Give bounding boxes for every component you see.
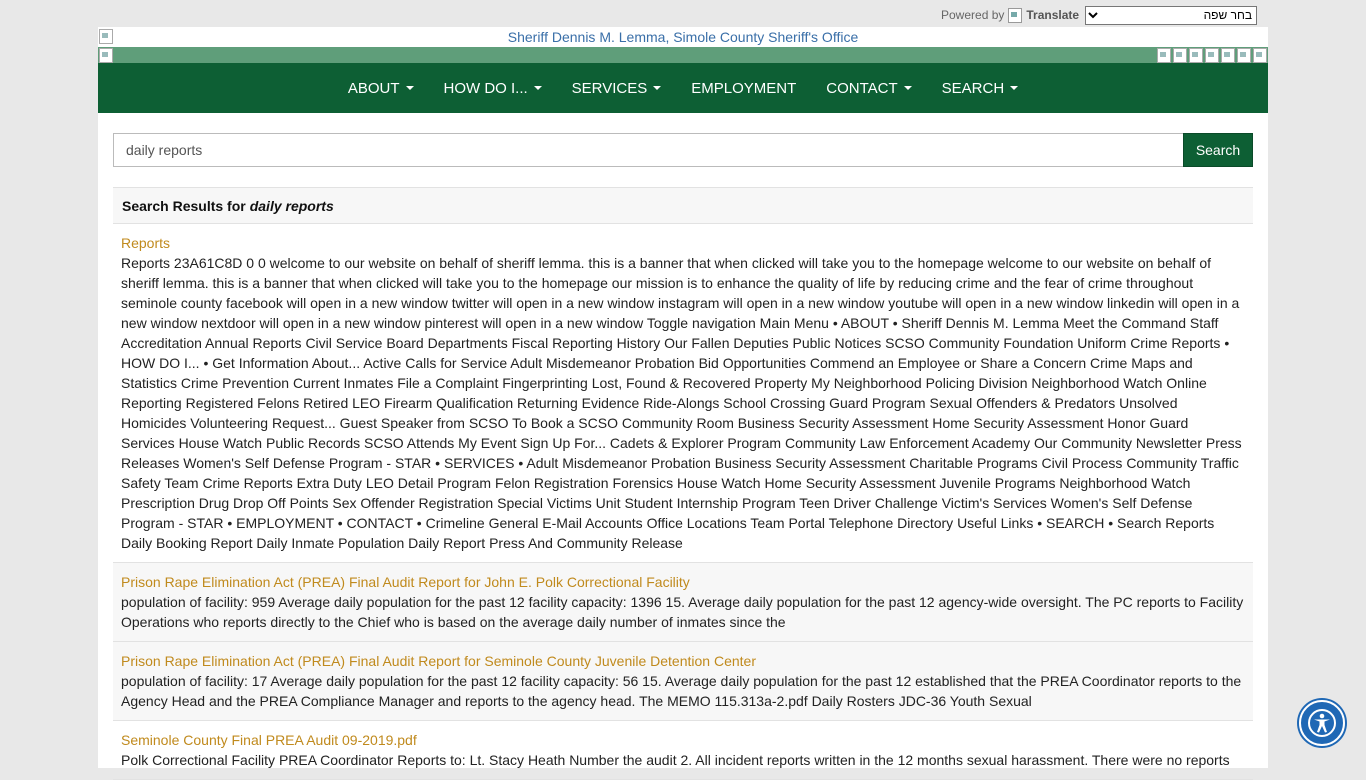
nav-item-contact[interactable]: [826, 80, 911, 97]
caret-down-icon: [904, 86, 912, 90]
nextdoor-icon[interactable]: [1236, 47, 1252, 63]
accessibility-button[interactable]: [1299, 700, 1345, 746]
results-heading: [113, 187, 1253, 224]
result-item: [113, 721, 1253, 780]
result-item: [113, 642, 1253, 721]
nav-label: EMPLOYMENT: [691, 79, 797, 97]
logo-image-icon: [98, 28, 114, 44]
translate-label[interactable]: Translate: [1026, 8, 1080, 22]
result-title-link[interactable]: Reports: [121, 235, 171, 251]
pinterest-icon[interactable]: [1252, 47, 1268, 63]
search-results: [113, 187, 1253, 780]
banner-image-icon: [98, 47, 114, 63]
nav-item-employment[interactable]: [691, 80, 796, 97]
result-snippet: population of facility: 17 Average daily population for the past 12 facility capacity: 56 15. Average daily population for the past 12 established that the PREA Coordinator reports to the Agency Head and the PREA Compliance Manager and reports to the agency head. The MEMO 115.313a-2.pdf Daily Rosters JDC-36 Youth Sexual: [121, 673, 1242, 709]
language-select[interactable]: [1085, 6, 1257, 25]
results-heading-query: daily reports: [249, 197, 334, 214]
twitter-icon[interactable]: [1172, 47, 1188, 63]
site-title[interactable]: Sheriff Dennis M. Lemma, Simole County Sheriff's Office: [507, 29, 859, 45]
youtube-icon[interactable]: [1204, 47, 1220, 63]
result-title-link[interactable]: Seminole County Final PREA Audit 09-2019.pdf: [121, 732, 417, 748]
nav-label: ABOUT: [347, 79, 400, 97]
search-input[interactable]: [113, 133, 1183, 167]
nav-item-how-do-i[interactable]: [444, 80, 542, 97]
instagram-icon[interactable]: [1188, 47, 1204, 63]
result-snippet: Polk Correctional Facility PREA Coordinator Reports to: Lt. Stacy Heath Number the audit 2. All incident reports written in the 12 months sexual harassment. There were no reports: [121, 752, 1230, 768]
nav-item-about[interactable]: [348, 80, 414, 97]
page-container: [98, 27, 1268, 768]
accessibility-icon: [1307, 708, 1337, 738]
nav-label: CONTACT: [826, 79, 898, 97]
nav-label: SEARCH: [941, 79, 1005, 97]
caret-down-icon: [534, 86, 542, 90]
nav-label: SERVICES: [571, 79, 648, 97]
nav-item-search[interactable]: [942, 80, 1019, 97]
header-banner[interactable]: [98, 47, 1268, 63]
nav-item-services[interactable]: [572, 80, 662, 97]
facebook-icon[interactable]: [1156, 47, 1172, 63]
linkedin-icon[interactable]: [1220, 47, 1236, 63]
translate-bar: [941, 4, 1257, 26]
search-button[interactable]: Search: [1183, 133, 1253, 167]
site-logo[interactable]: [98, 27, 1268, 47]
result-title-link[interactable]: Prison Rape Elimination Act (PREA) Final Audit Report for John E. Polk Correctional Facility: [121, 574, 690, 590]
social-links: [1156, 47, 1268, 63]
caret-down-icon: [653, 86, 661, 90]
caret-down-icon: [406, 86, 414, 90]
result-item: [113, 224, 1253, 563]
caret-down-icon: [1010, 86, 1018, 90]
main-nav: [98, 63, 1268, 113]
nav-label: HOW DO I...: [443, 79, 528, 97]
google-logo-icon: [1007, 7, 1023, 23]
result-snippet: Reports 23A61C8D 0 0 welcome to our website on behalf of sheriff lemma. this is a banner that when clicked will take you to the homepage welcome to our website on behalf of sheriff lemma. this is a banner that when clicked will take you to the homepage our mission is to enhance the quality of life by reducing crime and the fear of crime throughout seminole county facebook will open in a new window twitter will open in a new window instagram will open in a new window youtube will open in a new window linkedin will open in a new window nextdoor will open in a new window pinterest will open in a new window Toggle navigation Main Menu • ABOUT • Sheriff Dennis M. Lemma Meet the Command Staff Accreditation Annual Reports Civil Service Board Departments Fiscal Reporting History Our Fallen Deputies Public Notices SCSO Community Foundation Uniform Crime Reports • HOW DO I... • Get Information About... Active Calls for Service Adult Misdemeanor Probation Bid Opportunities Commend an Employee or Share a Concern Crime Maps and Statistics Crime Prevention Current Inmates File a Complaint Fingerprinting Lost, Found & Recovered Property My Neighborhood Policing Division Neighborhood Watch Online Reporting Registered Felons Retired LEO Firearm Qualification Returning Evidence Ride-Alongs School Crossing Guard Program Sexual Offenders & Predators Unsolved Homicides Volunteering Request... Guest Speaker from SCSO To Book a SCSO Community Room Business Security Assessment Home Security Assessment Honor Guard Services House Watch Public Records SCSO Attends My Event Sign Up For... Cadets & Explorer Program Community Law Enforcement Academy Our Community Newsletter Press Releases Women's Self Defense Program - STAR • SERVICES • Adult Misdemeanor Probation Business Security Assessment Charitable Programs Civil Process Community Traffic Safety Team Crime Reports Extra Duty LEO Detail Program Felon Registration Forensics House Watch Home Security Assessment Juvenile Programs Neighborhood Watch Prescription Drug Drop Off Points Sex Offender Registration Special Victims Unit Student Internship Program Teen Driver Challenge Victim's Services Women's Self Defense Program - STAR • EMPLOYMENT • CONTACT • Crimeline General E-Mail Accounts Office Locations Team Portal Telephone Directory Useful Links • SEARCH • Search Reports Daily Booking Report Daily Inmate Population Daily Report Press And Community Release: [121, 255, 1242, 551]
result-item: [113, 563, 1253, 642]
result-snippet: population of facility: 959 Average daily population for the past 12 facility capacity: 1396 15. Average daily population for the past 12 agency-wide oversight. The PC reports to Facility Operations who reports directly to the Chief who is based on the average daily number of inmates since the: [121, 594, 1244, 630]
search-form: [113, 133, 1253, 167]
results-heading-prefix: Search Results for: [122, 197, 246, 214]
powered-by-label: Powered by: [941, 8, 1005, 22]
result-title-link[interactable]: Prison Rape Elimination Act (PREA) Final Audit Report for Seminole County Juvenile Detention Center: [121, 653, 756, 669]
